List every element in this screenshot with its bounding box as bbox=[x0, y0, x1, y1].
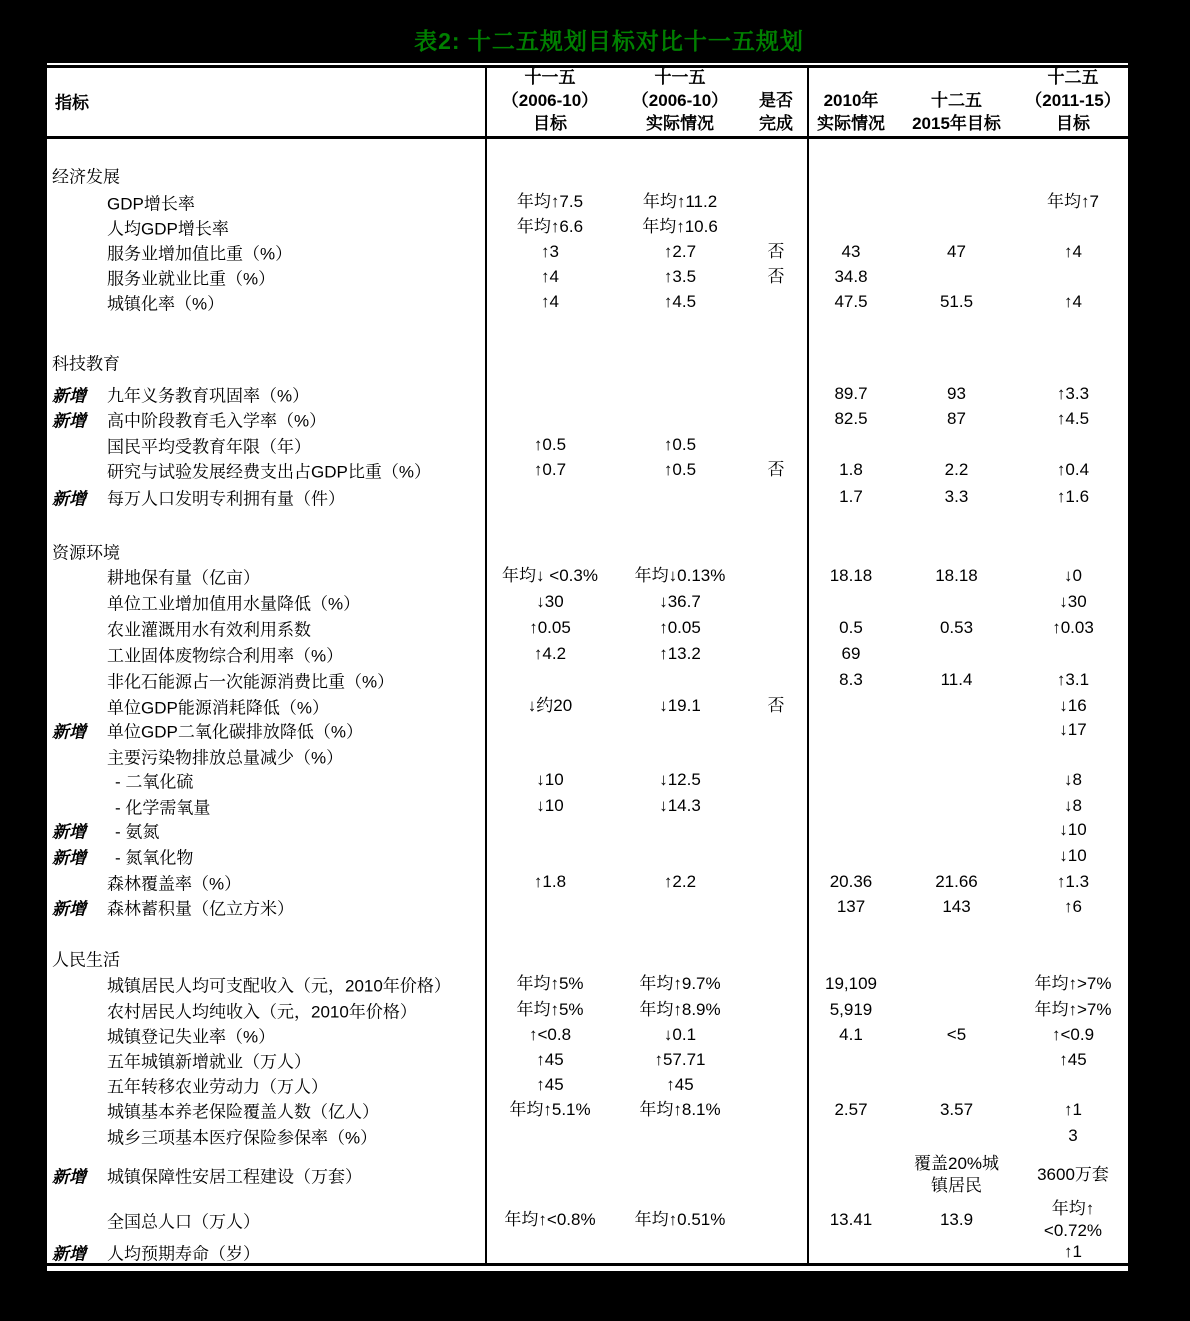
table-page bbox=[47, 63, 1128, 1271]
cell-completed: 否 bbox=[767, 460, 785, 479]
header-line: （2011-15） bbox=[1025, 91, 1121, 110]
new-badge: 新增 bbox=[52, 386, 86, 406]
cell-target-12th: ↓16 bbox=[1059, 696, 1087, 715]
cell-text-line: 镇居民 bbox=[931, 1176, 982, 1195]
row-label: 城乡三项基本医疗保险参保率（%） bbox=[107, 1128, 378, 1148]
header-separator-border bbox=[47, 136, 1128, 139]
new-badge: 新增 bbox=[52, 899, 86, 919]
cell-target-11th: ↑3 bbox=[541, 242, 559, 261]
row-label: 单位GDP能源消耗降低（%） bbox=[107, 698, 329, 718]
cell-target-2015: 47 bbox=[947, 242, 966, 261]
cell-actual-11th: ↑45 bbox=[666, 1075, 694, 1094]
row-label: 全国总人口（万人） bbox=[107, 1212, 260, 1232]
cell-actual-2010: 1.7 bbox=[839, 487, 863, 506]
cell-target-11th: ↑4 bbox=[541, 267, 559, 286]
header-line: 实际情况 bbox=[646, 114, 714, 133]
row-label: 国民平均受教育年限（年） bbox=[107, 437, 311, 457]
cell-actual-11th: 年均↑10.6 bbox=[642, 217, 718, 236]
cell-target-12th bbox=[1018, 1198, 1128, 1242]
cell-target-12th: ↑45 bbox=[1059, 1050, 1087, 1069]
row-label: 人均预期寿命（岁） bbox=[107, 1244, 260, 1264]
section-title: 人民生活 bbox=[52, 950, 120, 970]
new-badge: 新增 bbox=[52, 822, 86, 842]
header-line: 十一五 bbox=[524, 68, 576, 87]
row-label: - 二氧化硫 bbox=[115, 772, 194, 792]
cell-target-12th: 年均↑7 bbox=[1047, 192, 1099, 211]
cell-target-11th: ↑0.5 bbox=[533, 435, 567, 454]
row-label: 高中阶段教育毛入学率（%） bbox=[107, 411, 327, 431]
header-col-target-11th bbox=[485, 66, 615, 135]
cell-completed: 否 bbox=[767, 696, 785, 715]
cell-target-12th: ↑1.3 bbox=[1056, 872, 1090, 891]
cell-target-12th: 年均↑>7% bbox=[1034, 974, 1112, 993]
header-col-completed bbox=[745, 66, 807, 135]
row-label: 森林蓄积量（亿立方米） bbox=[107, 899, 294, 919]
cell-actual-11th: ↑0.5 bbox=[663, 435, 697, 454]
cell-target-2015: 3.3 bbox=[944, 487, 969, 506]
header-line: 2015年目标 bbox=[912, 114, 1001, 133]
new-badge: 新增 bbox=[52, 848, 86, 868]
cell-actual-2010: 89.7 bbox=[834, 384, 868, 403]
header-indicator-label: 指标 bbox=[55, 93, 89, 112]
cell-target-12th: ↑3.1 bbox=[1056, 670, 1090, 689]
row-label: 单位GDP二氧化碳排放降低（%） bbox=[107, 722, 363, 742]
cell-target-11th: 年均↑6.6 bbox=[516, 217, 584, 236]
cell-actual-2010: 43 bbox=[841, 242, 861, 261]
cell-actual-2010: 2.57 bbox=[834, 1100, 868, 1119]
cell-target-11th: 年均↑5% bbox=[516, 974, 584, 993]
cell-target-12th: 3 bbox=[1068, 1126, 1078, 1145]
row-label: - 氮氧化物 bbox=[115, 848, 194, 868]
cell-target-12th: ↑6 bbox=[1064, 897, 1082, 916]
cell-actual-11th: ↑0.5 bbox=[663, 460, 697, 479]
row-label: 城镇登记失业率（%） bbox=[107, 1027, 276, 1047]
cell-target-11th: ↑45 bbox=[536, 1075, 564, 1094]
cell-completed: 否 bbox=[767, 242, 785, 261]
cell-target-2015: 51.5 bbox=[939, 292, 974, 311]
cell-target-12th: ↑0.4 bbox=[1056, 460, 1090, 479]
cell-actual-11th: 年均↓0.13% bbox=[634, 566, 726, 585]
row-label: 耕地保有量（亿亩） bbox=[107, 568, 260, 588]
cell-target-12th: ↑4.5 bbox=[1056, 409, 1090, 428]
cell-target-2015: 93 bbox=[947, 384, 966, 403]
cell-target-2015: 143 bbox=[942, 897, 971, 916]
cell-actual-11th: ↑2.2 bbox=[663, 872, 697, 891]
row-label: 每万人口发明专利拥有量（件） bbox=[107, 489, 345, 509]
header-line: 目标 bbox=[1056, 114, 1090, 133]
cell-actual-2010: 8.3 bbox=[839, 670, 863, 689]
cell-target-11th: 年均↓ <0.3% bbox=[502, 566, 598, 585]
header-line: 十一五 bbox=[654, 68, 706, 87]
cell-actual-2010: 69 bbox=[841, 644, 861, 663]
cell-actual-2010: 4.1 bbox=[839, 1025, 863, 1044]
cell-target-12th: ↓30 bbox=[1059, 592, 1087, 611]
section-title: 科技教育 bbox=[52, 354, 120, 374]
cell-target-12th: ↑4 bbox=[1064, 292, 1082, 311]
row-label: - 氨氮 bbox=[115, 822, 160, 842]
row-label: 城镇保障性安居工程建设（万套） bbox=[107, 1167, 362, 1187]
cell-target-12th: ↑1 bbox=[1064, 1242, 1082, 1261]
cell-target-12th: ↑3.3 bbox=[1056, 384, 1090, 403]
cell-target-11th: ↓30 bbox=[536, 592, 564, 611]
cell-actual-2010: 82.5 bbox=[834, 409, 868, 428]
header-line: 十二五 bbox=[931, 91, 982, 110]
row-label: 森林覆盖率（%） bbox=[107, 874, 242, 894]
row-label: 研究与试验发展经费支出占GDP比重（%） bbox=[107, 462, 431, 482]
table-title: 表2: 十二五规划目标对比十一五规划 bbox=[414, 28, 804, 54]
section-title: 资源环境 bbox=[52, 543, 120, 563]
cell-actual-11th: ↓36.7 bbox=[659, 592, 701, 611]
cell-completed: 否 bbox=[767, 267, 785, 286]
cell-target-2015: 0.53 bbox=[939, 618, 974, 637]
cell-target-11th: ↑1.8 bbox=[533, 872, 567, 891]
cell-actual-11th: 年均↑0.51% bbox=[634, 1210, 726, 1229]
cell-target-2015: <5 bbox=[946, 1025, 967, 1044]
cell-target-12th: ↓17 bbox=[1059, 720, 1087, 739]
row-label: 五年转移农业劳动力（万人） bbox=[107, 1077, 328, 1097]
row-label: 农业灌溉用水有效利用系数 bbox=[107, 620, 311, 640]
header-col-actual-2010 bbox=[807, 66, 895, 135]
cell-target-12th: 3600万套 bbox=[1037, 1165, 1109, 1184]
cell-target-2015: 2.2 bbox=[944, 460, 969, 479]
cell-text-line: 覆盖20%城 bbox=[913, 1154, 1000, 1173]
header-col-target-12th bbox=[1018, 66, 1128, 135]
cell-target-11th: ↓约20 bbox=[527, 696, 573, 715]
cell-target-12th: ↑1.6 bbox=[1056, 487, 1090, 506]
row-label: 城镇基本养老保险覆盖人数（亿人） bbox=[107, 1102, 379, 1122]
cell-target-11th: 年均↑5.1% bbox=[509, 1100, 591, 1119]
cell-target-2015: 13.9 bbox=[939, 1210, 974, 1229]
cell-target-12th: ↑1 bbox=[1064, 1100, 1082, 1119]
cell-target-2015: 18.18 bbox=[935, 566, 978, 585]
header-col-target-2015 bbox=[895, 66, 1018, 135]
cell-target-12th: ↑<0.9 bbox=[1051, 1025, 1095, 1044]
cell-actual-11th: 年均↑8.1% bbox=[639, 1100, 721, 1119]
cell-target-12th: ↓8 bbox=[1064, 770, 1082, 789]
header-line: 2010年 bbox=[823, 91, 879, 110]
cell-actual-11th: ↑2.7 bbox=[663, 242, 697, 261]
row-label: - 化学需氧量 bbox=[115, 798, 211, 818]
row-label: 五年城镇新增就业（万人） bbox=[107, 1052, 311, 1072]
cell-actual-11th: 年均↑9.7% bbox=[639, 974, 721, 993]
row-label: 工业固体废物综合利用率（%） bbox=[107, 646, 344, 666]
cell-actual-2010: 1.8 bbox=[839, 460, 863, 479]
row-label: 非化石能源占一次能源消费比重（%） bbox=[107, 672, 395, 692]
cell-target-2015: 21.66 bbox=[935, 872, 978, 891]
row-label: 服务业增加值比重（%） bbox=[107, 244, 293, 264]
cell-actual-11th: 年均↑11.2 bbox=[642, 192, 718, 211]
row-label: 城镇化率（%） bbox=[107, 294, 225, 314]
cell-actual-11th: ↓0.1 bbox=[663, 1025, 697, 1044]
cell-text-line: <0.72% bbox=[1043, 1221, 1103, 1240]
cell-actual-2010: 20.36 bbox=[829, 872, 873, 891]
new-badge: 新增 bbox=[52, 489, 86, 509]
header-line: 目标 bbox=[533, 114, 567, 133]
cell-actual-2010: 47.5 bbox=[834, 292, 868, 311]
cell-target-12th: ↑0.03 bbox=[1052, 618, 1094, 637]
section-title: 经济发展 bbox=[52, 167, 120, 187]
cell-target-2015 bbox=[895, 1153, 1018, 1197]
cell-actual-2010: 18.18 bbox=[829, 566, 873, 585]
row-label: 九年义务教育巩固率（%） bbox=[107, 386, 310, 406]
cell-actual-2010: 34.8 bbox=[834, 267, 868, 286]
new-badge: 新增 bbox=[52, 1244, 86, 1264]
cell-target-2015: 3.57 bbox=[939, 1100, 974, 1119]
cell-target-11th: ↓10 bbox=[536, 796, 564, 815]
cell-target-11th: 年均↑<0.8% bbox=[504, 1210, 596, 1229]
new-badge: 新增 bbox=[52, 411, 86, 431]
cell-target-12th: ↓10 bbox=[1059, 846, 1087, 865]
cell-actual-2010: 19,109 bbox=[825, 974, 877, 993]
row-label: 主要污染物排放总量减少（%） bbox=[107, 748, 344, 768]
row-label: 人均GDP增长率 bbox=[107, 219, 229, 239]
cell-text-line: 年均↑ bbox=[1051, 1199, 1095, 1218]
cell-target-11th: ↑4 bbox=[541, 292, 559, 311]
cell-target-11th: ↑4.2 bbox=[533, 644, 567, 663]
new-badge: 新增 bbox=[52, 722, 86, 742]
cell-actual-11th: ↑4.5 bbox=[663, 292, 697, 311]
cell-actual-11th: ↑3.5 bbox=[663, 267, 697, 286]
row-label: 服务业就业比重（%） bbox=[107, 269, 276, 289]
header-line: 实际情况 bbox=[817, 114, 885, 133]
header-line: （2006-10） bbox=[631, 91, 729, 110]
cell-actual-2010: 137 bbox=[836, 897, 866, 916]
cell-target-12th: ↑4 bbox=[1064, 242, 1082, 261]
cell-target-11th: ↑45 bbox=[536, 1050, 564, 1069]
cell-target-11th: ↑<0.8 bbox=[528, 1025, 572, 1044]
header-line: 是否 bbox=[759, 91, 793, 110]
cell-target-12th: ↓0 bbox=[1064, 566, 1082, 585]
header-col-actual-11th bbox=[615, 66, 745, 135]
cell-actual-2010: 0.5 bbox=[839, 618, 863, 637]
row-label: 城镇居民人均可支配收入（元，2010年价格） bbox=[107, 976, 451, 996]
cell-actual-11th: ↑13.2 bbox=[659, 644, 701, 663]
cell-actual-11th: ↑57.71 bbox=[654, 1050, 706, 1069]
row-label: 农村居民人均纯收入（元，2010年价格） bbox=[107, 1002, 417, 1022]
cell-actual-2010: 5,919 bbox=[829, 1000, 873, 1019]
cell-actual-11th: 年均↑8.9% bbox=[639, 1000, 721, 1019]
cell-target-11th: ↓10 bbox=[536, 770, 564, 789]
cell-target-11th: 年均↑5% bbox=[516, 1000, 584, 1019]
cell-target-11th: 年均↑7.5 bbox=[516, 192, 584, 211]
cell-target-2015: 11.4 bbox=[940, 670, 973, 689]
header-line: 十二五 bbox=[1047, 68, 1099, 87]
cell-target-12th: 年均↑>7% bbox=[1034, 1000, 1112, 1019]
cell-target-11th: ↑0.05 bbox=[529, 618, 571, 637]
cell-target-11th: ↑0.7 bbox=[533, 460, 567, 479]
row-label: GDP增长率 bbox=[107, 194, 195, 214]
new-badge: 新增 bbox=[52, 1167, 86, 1187]
cell-actual-11th: ↓19.1 bbox=[659, 696, 701, 715]
cell-target-12th: ↓10 bbox=[1059, 820, 1087, 839]
row-label: 单位工业增加值用水量降低（%） bbox=[107, 594, 361, 614]
cell-actual-2010: 13.41 bbox=[829, 1210, 873, 1229]
header-line: （2006-10） bbox=[501, 91, 599, 110]
cell-actual-11th: ↓12.5 bbox=[659, 770, 701, 789]
cell-actual-11th: ↑0.05 bbox=[659, 618, 701, 637]
cell-target-2015: 87 bbox=[947, 409, 966, 428]
table-header bbox=[47, 66, 1128, 135]
header-line: 完成 bbox=[759, 114, 793, 133]
cell-actual-11th: ↓14.3 bbox=[659, 796, 701, 815]
cell-target-12th: ↓8 bbox=[1064, 796, 1082, 815]
